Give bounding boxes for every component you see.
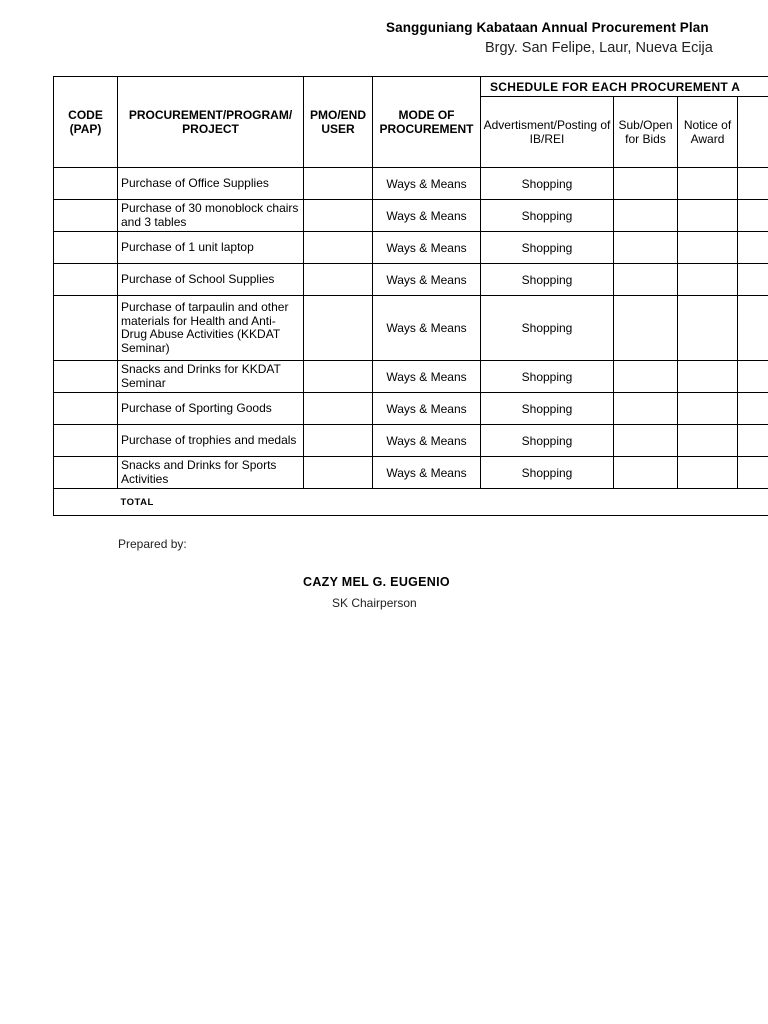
table-row	[54, 232, 768, 264]
table-body	[54, 168, 768, 516]
cell-notice	[678, 296, 738, 361]
table-row	[54, 457, 768, 489]
cell-pmo	[304, 393, 373, 425]
table-row	[54, 200, 768, 232]
cell-notice	[678, 361, 738, 393]
table-row	[54, 264, 768, 296]
cell-pmo	[304, 264, 373, 296]
cell-project: Purchase of trophies and medals	[118, 425, 304, 457]
total-row	[54, 489, 768, 516]
cell-code	[54, 393, 118, 425]
cell-total-empty	[304, 489, 373, 516]
cell-project: Snacks and Drinks for KKDAT Seminar	[118, 361, 304, 393]
cell-code	[54, 264, 118, 296]
col-header-pmo: PMO/END USER	[304, 77, 373, 168]
cell-project: Purchase of 1 unit laptop	[118, 232, 304, 264]
table-row	[54, 393, 768, 425]
cell-total-empty	[738, 489, 768, 516]
table-row	[54, 361, 768, 393]
cell-advertisement: Shopping	[481, 200, 614, 232]
cell-notice	[678, 264, 738, 296]
cell-sub-open	[614, 393, 678, 425]
col-header-code: CODE (PAP)	[54, 77, 118, 168]
signer-position: SK Chairperson	[332, 596, 417, 610]
cell-project: Purchase of School Supplies	[118, 264, 304, 296]
document-title: Sangguniang Kabataan Annual Procurement Plan	[386, 20, 709, 35]
table-row	[54, 425, 768, 457]
procurement-table	[53, 76, 768, 516]
cell-advertisement: Shopping	[481, 425, 614, 457]
cell-total-code	[54, 489, 118, 516]
cell-sub-open	[614, 425, 678, 457]
cell-mode: Ways & Means	[373, 425, 481, 457]
cell-mode: Ways & Means	[373, 200, 481, 232]
cell-notice	[678, 232, 738, 264]
cell-advertisement: Shopping	[481, 232, 614, 264]
cell-pmo	[304, 168, 373, 200]
table-row	[54, 296, 768, 361]
cell-sub-open	[614, 457, 678, 489]
cell-project: Purchase of tarpaulin and other materials for Health and Anti-Drug Abuse Activities (KKDAT Seminar)	[118, 296, 304, 361]
cell-mode: Ways & Means	[373, 168, 481, 200]
cell-advertisement: Shopping	[481, 457, 614, 489]
cell-advertisement: Shopping	[481, 296, 614, 361]
cell-total-empty	[481, 489, 614, 516]
cell-notice	[678, 425, 738, 457]
col-header-notice-of-award: Notice of Award	[678, 97, 738, 168]
total-label: TOTAL	[118, 489, 304, 516]
cell-extra	[738, 200, 768, 232]
cell-extra	[738, 425, 768, 457]
cell-project: Snacks and Drinks for Sports Activities	[118, 457, 304, 489]
cell-extra	[738, 168, 768, 200]
cell-project: Purchase of Office Supplies	[118, 168, 304, 200]
cell-code	[54, 425, 118, 457]
cell-sub-open	[614, 296, 678, 361]
col-header-schedule: SCHEDULE FOR EACH PROCUREMENT A	[481, 77, 768, 97]
cell-sub-open	[614, 361, 678, 393]
cell-total-empty	[614, 489, 678, 516]
cell-mode: Ways & Means	[373, 393, 481, 425]
cell-advertisement: Shopping	[481, 361, 614, 393]
prepared-by-label: Prepared by:	[118, 537, 187, 551]
cell-mode: Ways & Means	[373, 361, 481, 393]
cell-pmo	[304, 296, 373, 361]
cell-sub-open	[614, 264, 678, 296]
cell-mode: Ways & Means	[373, 457, 481, 489]
col-header-advertisement: Advertisment/Posting of IB/REI	[481, 97, 614, 168]
col-header-mode: MODE OF PROCUREMENT	[373, 77, 481, 168]
cell-sub-open	[614, 168, 678, 200]
cell-notice	[678, 168, 738, 200]
cell-extra	[738, 232, 768, 264]
cell-sub-open	[614, 200, 678, 232]
cell-sub-open	[614, 232, 678, 264]
cell-extra	[738, 457, 768, 489]
cell-code	[54, 200, 118, 232]
cell-code	[54, 232, 118, 264]
cell-mode: Ways & Means	[373, 232, 481, 264]
cell-advertisement: Shopping	[481, 168, 614, 200]
cell-pmo	[304, 425, 373, 457]
cell-notice	[678, 457, 738, 489]
table-row	[54, 168, 768, 200]
cell-project: Purchase of 30 monoblock chairs and 3 tables	[118, 200, 304, 232]
procurement-table-area	[53, 76, 768, 526]
cell-code	[54, 361, 118, 393]
cell-total-empty	[678, 489, 738, 516]
cell-total-empty	[373, 489, 481, 516]
cell-extra	[738, 361, 768, 393]
cell-code	[54, 296, 118, 361]
cell-mode: Ways & Means	[373, 296, 481, 361]
col-header-sub-open-bids: Sub/Open for Bids	[614, 97, 678, 168]
cell-pmo	[304, 361, 373, 393]
cell-advertisement: Shopping	[481, 393, 614, 425]
col-header-project: PROCUREMENT/PROGRAM/ PROJECT	[118, 77, 304, 168]
cell-extra	[738, 264, 768, 296]
document-subtitle: Brgy. San Felipe, Laur, Nueva Ecija	[485, 40, 713, 56]
cell-extra	[738, 296, 768, 361]
cell-pmo	[304, 200, 373, 232]
cell-pmo	[304, 457, 373, 489]
col-header-extra	[738, 97, 768, 168]
table-header	[54, 77, 768, 168]
cell-code	[54, 168, 118, 200]
cell-mode: Ways & Means	[373, 264, 481, 296]
cell-code	[54, 457, 118, 489]
cell-advertisement: Shopping	[481, 264, 614, 296]
cell-pmo	[304, 232, 373, 264]
cell-notice	[678, 393, 738, 425]
cell-notice	[678, 200, 738, 232]
cell-extra	[738, 393, 768, 425]
cell-project: Purchase of Sporting Goods	[118, 393, 304, 425]
signer-name: CAZY MEL G. EUGENIO	[303, 575, 450, 589]
